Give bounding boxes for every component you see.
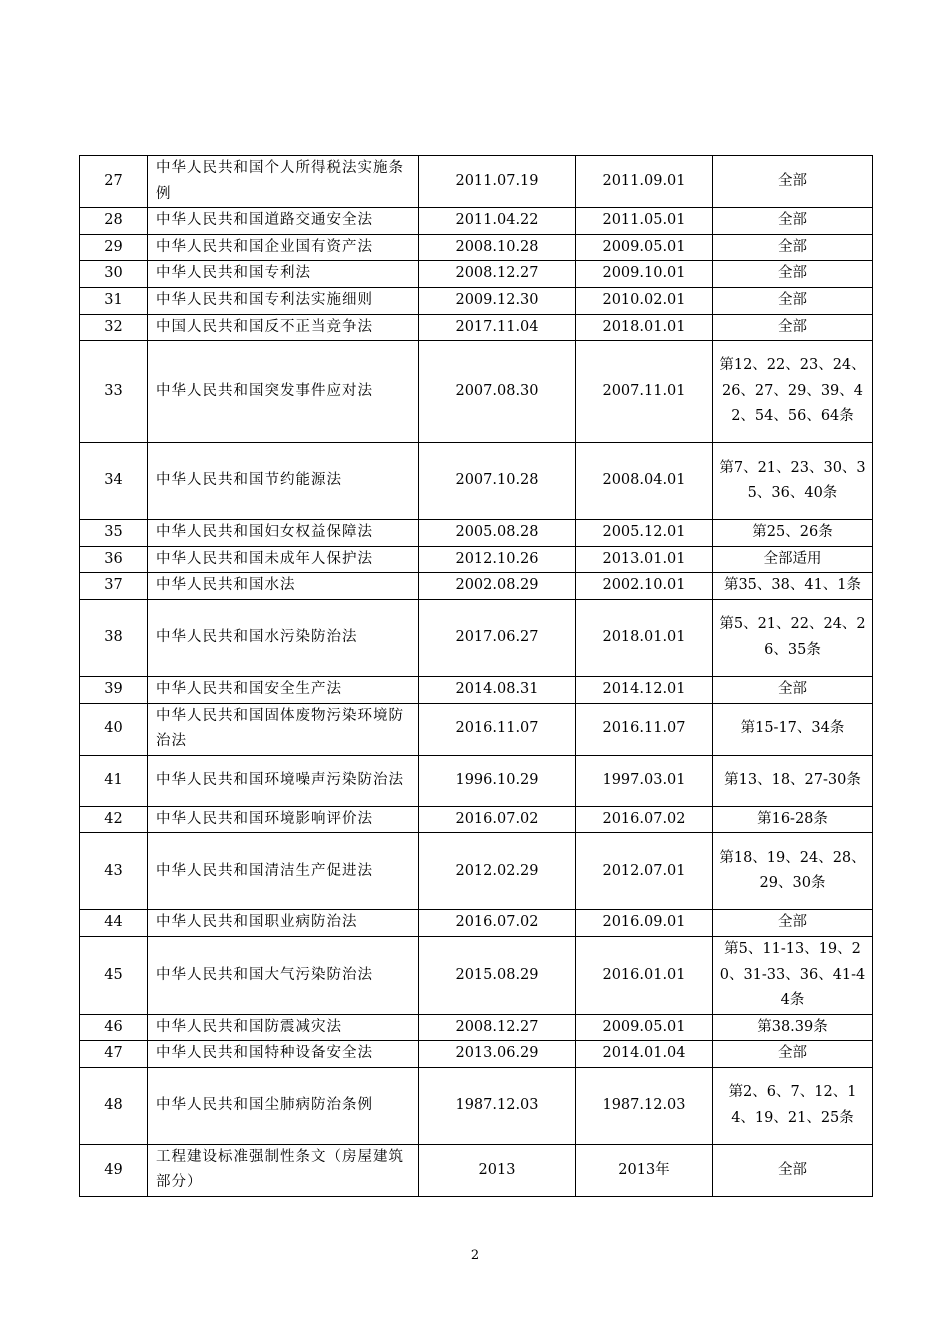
law-name: 中华人民共和国妇女权益保障法	[148, 520, 419, 547]
effective-date: 1987.12.03	[576, 1067, 713, 1144]
effective-date: 2013年	[576, 1144, 713, 1196]
effective-date: 2009.05.01	[576, 234, 713, 261]
table-row	[80, 341, 873, 443]
table-row	[80, 936, 873, 1014]
row-number: 46	[80, 1014, 148, 1041]
law-name: 中华人民共和国道路交通安全法	[148, 208, 419, 235]
applicable-clauses: 全部	[713, 156, 873, 208]
table-row	[80, 208, 873, 235]
table-row	[80, 599, 873, 676]
law-name: 中华人民共和国安全生产法	[148, 676, 419, 703]
issue-date: 1996.10.29	[419, 755, 576, 806]
effective-date: 2018.01.01	[576, 599, 713, 676]
issue-date: 2017.06.27	[419, 599, 576, 676]
applicable-clauses: 全部	[713, 234, 873, 261]
row-number: 39	[80, 676, 148, 703]
law-name: 中华人民共和国未成年人保护法	[148, 546, 419, 573]
issue-date: 2016.07.02	[419, 910, 576, 937]
row-number: 31	[80, 287, 148, 314]
law-name: 中华人民共和国防震减灾法	[148, 1014, 419, 1041]
effective-date: 2009.10.01	[576, 261, 713, 288]
issue-date: 2012.10.26	[419, 546, 576, 573]
applicable-clauses: 第5、11-13、19、20、31-33、36、41-44条	[713, 936, 873, 1014]
table-row	[80, 703, 873, 755]
row-number: 47	[80, 1041, 148, 1068]
effective-date: 2013.01.01	[576, 546, 713, 573]
effective-date: 2009.05.01	[576, 1014, 713, 1041]
effective-date: 2018.01.01	[576, 314, 713, 341]
issue-date: 1987.12.03	[419, 1067, 576, 1144]
row-number: 49	[80, 1144, 148, 1196]
table-row	[80, 520, 873, 547]
table-row	[80, 573, 873, 600]
applicable-clauses: 全部	[713, 261, 873, 288]
applicable-clauses: 第16-28条	[713, 806, 873, 833]
issue-date: 2002.08.29	[419, 573, 576, 600]
table-row	[80, 676, 873, 703]
issue-date: 2009.12.30	[419, 287, 576, 314]
applicable-clauses: 全部	[713, 287, 873, 314]
law-name: 中华人民共和国水法	[148, 573, 419, 600]
table-row	[80, 546, 873, 573]
applicable-clauses: 全部	[713, 314, 873, 341]
applicable-clauses: 全部	[713, 208, 873, 235]
effective-date: 2012.07.01	[576, 833, 713, 910]
law-name: 中华人民共和国固体废物污染环境防治法	[148, 703, 419, 755]
issue-date: 2011.04.22	[419, 208, 576, 235]
law-name: 中华人民共和国水污染防治法	[148, 599, 419, 676]
issue-date: 2013.06.29	[419, 1041, 576, 1068]
applicable-clauses: 第25、26条	[713, 520, 873, 547]
effective-date: 2016.07.02	[576, 806, 713, 833]
effective-date: 2011.09.01	[576, 156, 713, 208]
law-name: 工程建设标准强制性条文（房屋建筑部分）	[148, 1144, 419, 1196]
row-number: 44	[80, 910, 148, 937]
row-number: 40	[80, 703, 148, 755]
row-number: 33	[80, 341, 148, 443]
applicable-clauses: 第7、21、23、30、35、36、40条	[713, 443, 873, 520]
effective-date: 2014.12.01	[576, 676, 713, 703]
issue-date: 2011.07.19	[419, 156, 576, 208]
effective-date: 2016.01.01	[576, 936, 713, 1014]
effective-date: 2014.01.04	[576, 1041, 713, 1068]
row-number: 48	[80, 1067, 148, 1144]
applicable-clauses: 全部	[713, 910, 873, 937]
row-number: 30	[80, 261, 148, 288]
issue-date: 2015.08.29	[419, 936, 576, 1014]
table-row	[80, 287, 873, 314]
law-name: 中华人民共和国特种设备安全法	[148, 1041, 419, 1068]
law-name: 中华人民共和国突发事件应对法	[148, 341, 419, 443]
table-row	[80, 1014, 873, 1041]
applicable-clauses: 第15-17、34条	[713, 703, 873, 755]
applicable-clauses: 全部适用	[713, 546, 873, 573]
issue-date: 2016.11.07	[419, 703, 576, 755]
row-number: 41	[80, 755, 148, 806]
law-name: 中华人民共和国环境噪声污染防治法	[148, 755, 419, 806]
table-row	[80, 234, 873, 261]
applicable-clauses: 第12、22、23、24、26、27、29、39、42、54、56、64条	[713, 341, 873, 443]
issue-date: 2008.12.27	[419, 261, 576, 288]
law-name: 中华人民共和国个人所得税法实施条例	[148, 156, 419, 208]
row-number: 35	[80, 520, 148, 547]
row-number: 36	[80, 546, 148, 573]
table-row	[80, 910, 873, 937]
table-row	[80, 1144, 873, 1196]
effective-date: 2002.10.01	[576, 573, 713, 600]
issue-date: 2007.08.30	[419, 341, 576, 443]
law-name: 中华人民共和国职业病防治法	[148, 910, 419, 937]
law-name: 中华人民共和国专利法	[148, 261, 419, 288]
law-name: 中华人民共和国企业国有资产法	[148, 234, 419, 261]
effective-date: 2007.11.01	[576, 341, 713, 443]
law-name: 中华人民共和国尘肺病防治条例	[148, 1067, 419, 1144]
law-name: 中华人民共和国环境影响评价法	[148, 806, 419, 833]
row-number: 28	[80, 208, 148, 235]
law-name: 中华人民共和国清洁生产促进法	[148, 833, 419, 910]
law-name: 中华人民共和国大气污染防治法	[148, 936, 419, 1014]
applicable-clauses: 第5、21、22、24、26、35条	[713, 599, 873, 676]
law-name: 中国人民共和国反不正当竞争法	[148, 314, 419, 341]
effective-date: 2016.11.07	[576, 703, 713, 755]
row-number: 43	[80, 833, 148, 910]
row-number: 42	[80, 806, 148, 833]
row-number: 45	[80, 936, 148, 1014]
law-name: 中华人民共和国节约能源法	[148, 443, 419, 520]
effective-date: 2011.05.01	[576, 208, 713, 235]
issue-date: 2007.10.28	[419, 443, 576, 520]
table-row	[80, 1067, 873, 1144]
row-number: 32	[80, 314, 148, 341]
table-row	[80, 443, 873, 520]
effective-date: 2010.02.01	[576, 287, 713, 314]
row-number: 34	[80, 443, 148, 520]
issue-date: 2014.08.31	[419, 676, 576, 703]
applicable-clauses: 全部	[713, 1041, 873, 1068]
row-number: 29	[80, 234, 148, 261]
issue-date: 2008.10.28	[419, 234, 576, 261]
issue-date: 2017.11.04	[419, 314, 576, 341]
effective-date: 2016.09.01	[576, 910, 713, 937]
applicable-clauses: 全部	[713, 1144, 873, 1196]
issue-date: 2005.08.28	[419, 520, 576, 547]
table-row	[80, 833, 873, 910]
row-number: 38	[80, 599, 148, 676]
regulations-table	[79, 155, 873, 1197]
table-row	[80, 314, 873, 341]
law-name: 中华人民共和国专利法实施细则	[148, 287, 419, 314]
applicable-clauses: 全部	[713, 676, 873, 703]
applicable-clauses: 第38.39条	[713, 1014, 873, 1041]
table-row	[80, 806, 873, 833]
table-row	[80, 1041, 873, 1068]
issue-date: 2016.07.02	[419, 806, 576, 833]
applicable-clauses: 第18、19、24、28、29、30条	[713, 833, 873, 910]
applicable-clauses: 第35、38、41、1条	[713, 573, 873, 600]
issue-date: 2008.12.27	[419, 1014, 576, 1041]
table-row	[80, 261, 873, 288]
applicable-clauses: 第13、18、27-30条	[713, 755, 873, 806]
effective-date: 1997.03.01	[576, 755, 713, 806]
issue-date: 2013	[419, 1144, 576, 1196]
page-number: 2	[470, 1248, 480, 1263]
row-number: 27	[80, 156, 148, 208]
effective-date: 2008.04.01	[576, 443, 713, 520]
row-number: 37	[80, 573, 148, 600]
table-row	[80, 156, 873, 208]
table-row	[80, 755, 873, 806]
issue-date: 2012.02.29	[419, 833, 576, 910]
applicable-clauses: 第2、6、7、12、14、19、21、25条	[713, 1067, 873, 1144]
effective-date: 2005.12.01	[576, 520, 713, 547]
